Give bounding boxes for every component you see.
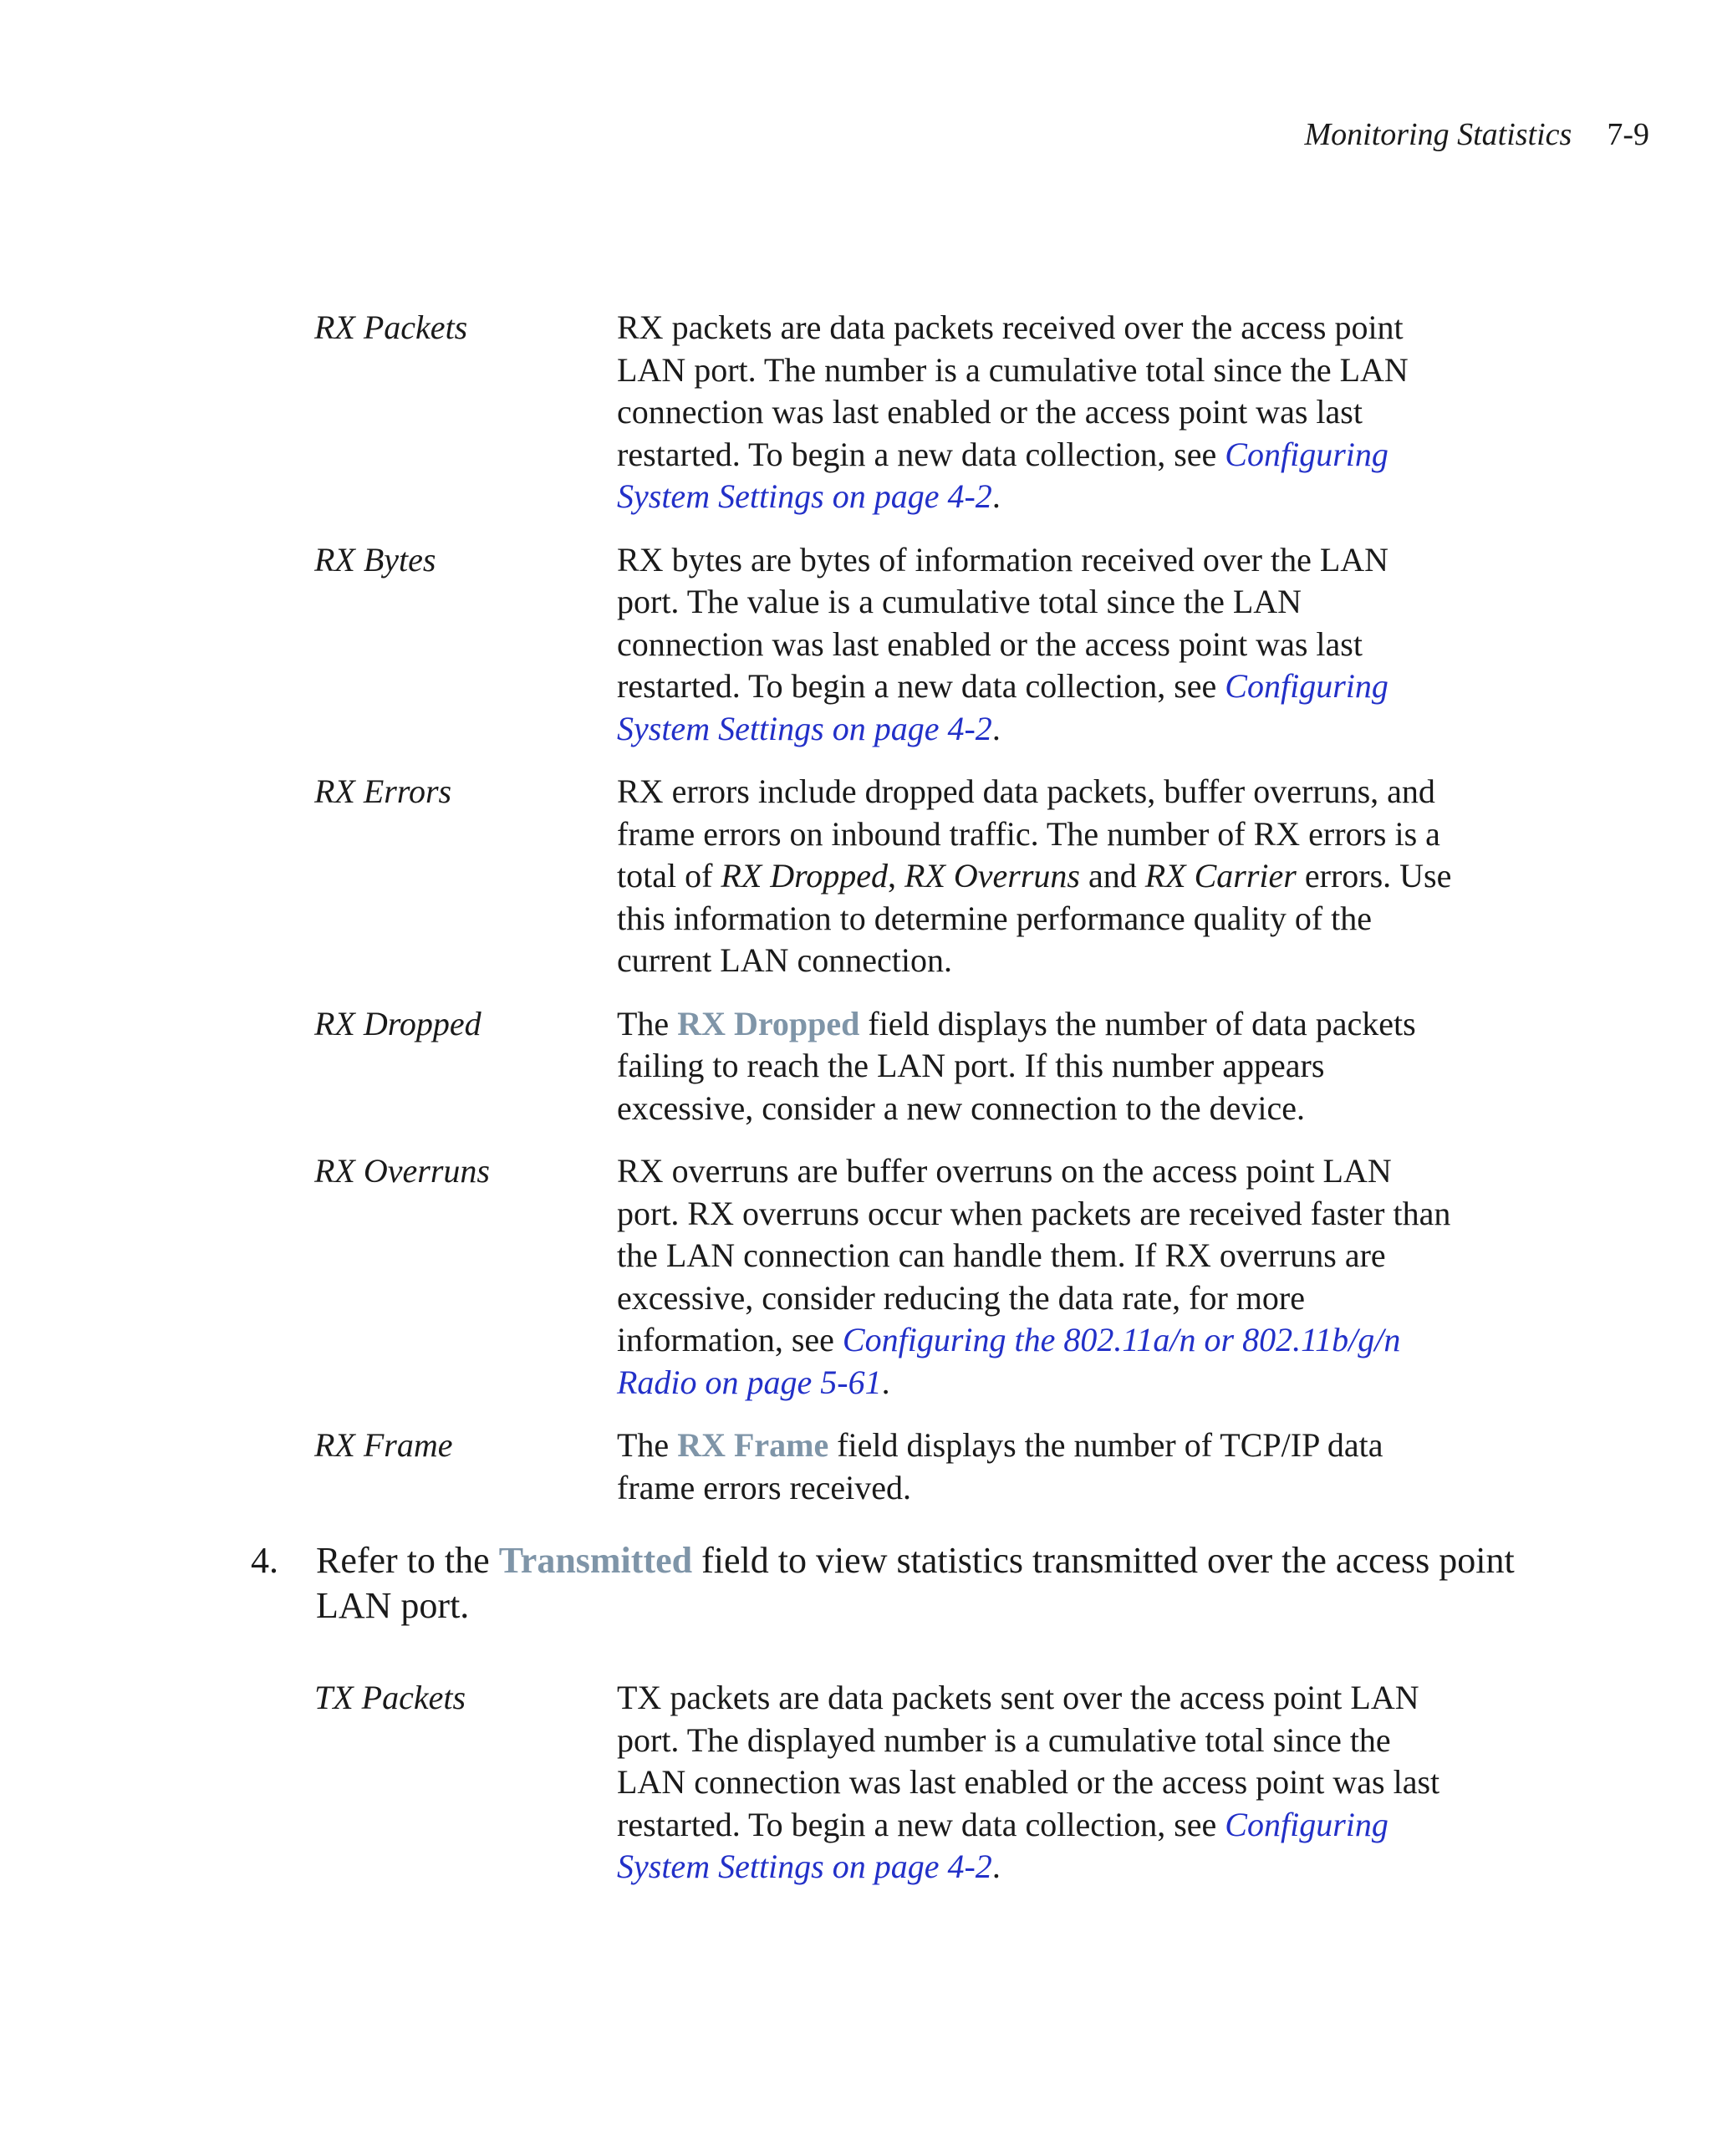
term-label: RX Packets xyxy=(314,308,468,346)
field-reference: Transmitted xyxy=(498,1540,693,1581)
tx-definitions-table xyxy=(314,1677,1460,1909)
description-text: TX packets are data packets sent over the access point LAN port. The displayed number is a cumulative total since the LAN connection was last enabled or the access point was last restarted. To begin a new data collection, see xyxy=(617,1679,1440,1843)
definition-row-tx-packets xyxy=(314,1677,1460,1888)
description-text: RX overruns are buffer overruns on the access point LAN port. RX overruns occur when packets are received faster than the LAN connection can handle them. If RX overruns are excessive, consider reducing the data rate, for more information, see xyxy=(617,1152,1451,1358)
term-description xyxy=(617,1677,1453,1888)
step-text xyxy=(316,1538,1588,1628)
term-label: RX Bytes xyxy=(314,540,436,579)
description-text: . xyxy=(991,709,1001,747)
step-4 xyxy=(251,1538,1588,1628)
term-description xyxy=(617,1425,1453,1509)
description-text: , xyxy=(888,857,905,895)
cross-reference-link[interactable]: Configuring System Settings on page 4-2 xyxy=(617,1805,1388,1885)
description-text: The xyxy=(617,1004,678,1042)
term-description xyxy=(617,1003,1453,1130)
definition-row-rx-packets xyxy=(314,307,1460,518)
description-text: . xyxy=(991,477,1001,515)
description-text: and xyxy=(1079,857,1145,895)
rx-definitions-table xyxy=(314,307,1460,1530)
description-text: The xyxy=(617,1426,678,1464)
term-description xyxy=(617,771,1453,982)
step-number: 4. xyxy=(251,1540,278,1581)
description-text: errors. Use this information to determine performance quality of the current LAN connection. xyxy=(617,857,1452,979)
field-reference: RX Frame xyxy=(677,1426,829,1464)
page-number: 7-9 xyxy=(1607,117,1649,152)
cross-reference-link[interactable]: Configuring System Settings on page 4-2 xyxy=(617,435,1388,515)
description-text: . xyxy=(991,1848,1001,1885)
description-text: . xyxy=(881,1363,890,1401)
cross-reference-link[interactable]: Configuring the 802.11a/n or 802.11b/g/n Radio on page 5-61 xyxy=(617,1321,1401,1401)
description-text: RX packets are data packets received over the access point LAN port. The number is a cumulative total since the LAN connection was last enabled or the access point was last restarted. To begin a new data collection, see xyxy=(617,308,1409,473)
definition-row-rx-frame xyxy=(314,1425,1460,1509)
term-label: RX Errors xyxy=(314,772,452,810)
term-description xyxy=(617,1150,1453,1404)
cross-reference-link[interactable]: Configuring System Settings on page 4-2 xyxy=(617,667,1388,747)
step-text-part: field to view statistics transmitted over the access point LAN port. xyxy=(316,1540,1515,1626)
description-text: field displays the number of TCP/IP data frame errors received. xyxy=(617,1426,1383,1506)
section-title: Monitoring Statistics xyxy=(1304,117,1572,152)
term-label: RX Dropped xyxy=(314,1004,482,1042)
definition-row-rx-overruns xyxy=(314,1150,1460,1404)
description-text: RX bytes are bytes of information received over the LAN port. The value is a cumulative total since the LAN connection was last enabled or the access point was last restarted. To begin a new data collection, see xyxy=(617,540,1389,705)
italic-term: RX Carrier xyxy=(1144,857,1297,895)
description-text: RX errors include dropped data packets, buffer overruns, and frame errors on inbound traffic. The number of RX errors is a total of xyxy=(617,772,1440,895)
definition-row-rx-dropped xyxy=(314,1003,1460,1130)
italic-term: RX Dropped xyxy=(721,857,889,895)
page-header xyxy=(1304,115,1649,154)
field-reference: RX Dropped xyxy=(677,1004,860,1042)
term-label: TX Packets xyxy=(314,1679,466,1716)
definition-row-rx-bytes xyxy=(314,539,1460,751)
italic-term: RX Overruns xyxy=(904,857,1080,895)
term-description xyxy=(617,539,1453,751)
term-label: RX Overruns xyxy=(314,1152,490,1190)
term-description xyxy=(617,307,1453,518)
term-label: RX Frame xyxy=(314,1426,453,1464)
step-text-part: Refer to the xyxy=(316,1540,499,1581)
description-text: field displays the number of data packets failing to reach the LAN port. If this number appears excessive, consider a new connection to the device. xyxy=(617,1004,1416,1127)
definition-row-rx-errors xyxy=(314,771,1460,982)
